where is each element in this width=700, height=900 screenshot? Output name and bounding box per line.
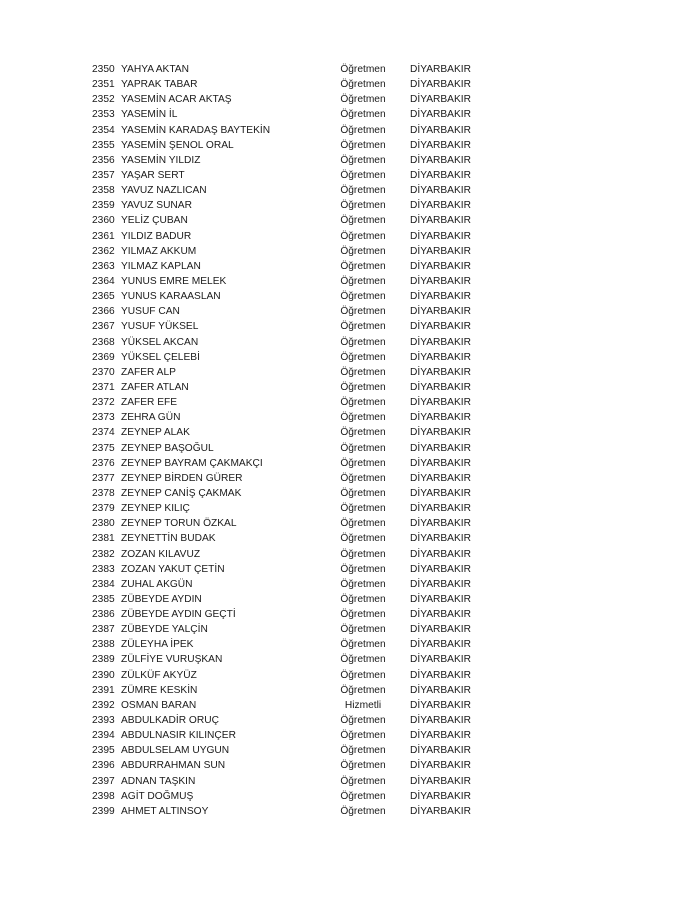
- person-name: ZÜLKÜF AKYÜZ: [121, 669, 197, 681]
- person-city: DİYARBAKIR: [410, 64, 471, 75]
- row-number: 2352: [92, 94, 115, 106]
- list-item: [92, 123, 492, 138]
- list-item: [92, 274, 492, 289]
- row-number: 2384: [92, 578, 115, 590]
- list-item: [92, 153, 492, 168]
- person-name: YAHYA AKTAN: [121, 64, 189, 75]
- list-item: [92, 562, 492, 577]
- person-name: YILMAZ AKKUM: [121, 245, 197, 257]
- row-number: 2366: [92, 306, 115, 318]
- person-name: YUNUS EMRE MELEK: [121, 275, 227, 287]
- person-name: AHMET ALTINSOY: [121, 805, 209, 817]
- person-city: DİYARBAKIR: [410, 563, 471, 575]
- person-name: ZEYNEP BAŞOĞUL: [121, 442, 214, 454]
- person-name: YASEMİN YILDIZ: [121, 154, 201, 166]
- person-city: DİYARBAKIR: [410, 124, 471, 136]
- person-role: Öğretmen: [340, 639, 386, 651]
- list-item: [92, 804, 492, 819]
- person-name: ZEYNETTİN BUDAK: [121, 533, 216, 545]
- person-role: Öğretmen: [340, 518, 386, 530]
- person-city: DİYARBAKIR: [410, 578, 471, 590]
- person-name: AGİT DOĞMUŞ: [121, 790, 194, 802]
- person-name: ABDULSELAM UYGUN: [121, 745, 230, 757]
- row-number: 2398: [92, 790, 115, 802]
- person-name: ZEYNEP CANİŞ ÇAKMAK: [121, 487, 242, 499]
- person-name: ZEHRA GÜN: [121, 412, 181, 424]
- person-city: DİYARBAKIR: [410, 230, 471, 242]
- person-name: ABDULNASIR KILINÇER: [121, 730, 236, 742]
- person-city: DİYARBAKIR: [410, 442, 471, 454]
- person-role: Öğretmen: [340, 609, 386, 621]
- person-role: Öğretmen: [340, 563, 386, 575]
- person-role: Öğretmen: [340, 669, 386, 681]
- person-city: DİYARBAKIR: [410, 321, 471, 333]
- row-number: 2385: [92, 593, 115, 605]
- person-role: Öğretmen: [340, 760, 386, 772]
- list-item: [92, 77, 492, 92]
- row-number: 2350: [92, 64, 115, 75]
- row-number: 2351: [92, 79, 115, 91]
- person-role: Öğretmen: [340, 245, 386, 257]
- person-name: ZOZAN KILAVUZ: [121, 548, 201, 560]
- row-number: 2370: [92, 366, 115, 378]
- row-number: 2391: [92, 684, 115, 696]
- list-item: [92, 698, 492, 713]
- person-name: ZEYNEP TORUN ÖZKAL: [121, 518, 237, 530]
- row-number: 2354: [92, 124, 115, 136]
- person-role: Öğretmen: [340, 109, 386, 121]
- row-number: 2394: [92, 730, 115, 742]
- person-role: Öğretmen: [340, 306, 386, 318]
- person-role: Öğretmen: [340, 715, 386, 727]
- list-item: [92, 107, 492, 122]
- row-number: 2358: [92, 185, 115, 197]
- person-city: DİYARBAKIR: [410, 518, 471, 530]
- person-name: YELİZ ÇUBAN: [121, 215, 188, 227]
- list-item: [92, 637, 492, 652]
- list-item: [92, 456, 492, 471]
- person-city: DİYARBAKIR: [410, 306, 471, 318]
- list-item: [92, 229, 492, 244]
- list-item: [92, 441, 492, 456]
- person-role: Öğretmen: [340, 427, 386, 439]
- person-role: Öğretmen: [340, 381, 386, 393]
- list-item: [92, 789, 492, 804]
- person-role: Öğretmen: [340, 275, 386, 287]
- row-number: 2390: [92, 669, 115, 681]
- list-item: [92, 577, 492, 592]
- list-item: [92, 592, 492, 607]
- person-role: Öğretmen: [340, 624, 386, 636]
- person-name: YÜKSEL AKCAN: [121, 336, 199, 348]
- person-name: YAŞAR SERT: [121, 169, 185, 181]
- person-role: Öğretmen: [340, 366, 386, 378]
- person-name: ZÜBEYDE AYDIN: [121, 593, 202, 605]
- row-number: 2377: [92, 472, 115, 484]
- person-role: Öğretmen: [340, 260, 386, 272]
- row-number: 2355: [92, 139, 115, 151]
- list-item: [92, 607, 492, 622]
- person-city: DİYARBAKIR: [410, 381, 471, 393]
- row-number: 2382: [92, 548, 115, 560]
- list-item: [92, 486, 492, 501]
- person-city: DİYARBAKIR: [410, 775, 471, 787]
- person-city: DİYARBAKIR: [410, 790, 471, 802]
- row-number: 2364: [92, 275, 115, 287]
- person-city: DİYARBAKIR: [410, 215, 471, 227]
- person-city: DİYARBAKIR: [410, 503, 471, 515]
- person-role: Öğretmen: [340, 457, 386, 469]
- list-item: [92, 425, 492, 440]
- person-role: Öğretmen: [340, 230, 386, 242]
- person-city: DİYARBAKIR: [410, 275, 471, 287]
- list-item: [92, 728, 492, 743]
- row-number: 2369: [92, 351, 115, 363]
- person-city: DİYARBAKIR: [410, 366, 471, 378]
- list-item: [92, 304, 492, 319]
- row-number: 2356: [92, 154, 115, 166]
- person-role: Öğretmen: [340, 154, 386, 166]
- list-item: [92, 198, 492, 213]
- personnel-list: [92, 62, 492, 819]
- list-item: [92, 395, 492, 410]
- person-role: Öğretmen: [340, 94, 386, 106]
- person-role: Öğretmen: [340, 291, 386, 303]
- row-number: 2371: [92, 381, 115, 393]
- person-role: Öğretmen: [340, 548, 386, 560]
- person-city: DİYARBAKIR: [410, 154, 471, 166]
- row-number: 2367: [92, 321, 115, 333]
- person-city: DİYARBAKIR: [410, 397, 471, 409]
- row-number: 2363: [92, 260, 115, 272]
- list-item: [92, 683, 492, 698]
- row-number: 2365: [92, 291, 115, 303]
- person-role: Öğretmen: [340, 412, 386, 424]
- person-role: Öğretmen: [340, 351, 386, 363]
- list-item: [92, 244, 492, 259]
- person-name: YASEMİN İL: [121, 109, 178, 121]
- person-city: DİYARBAKIR: [410, 715, 471, 727]
- person-role: Öğretmen: [340, 805, 386, 817]
- list-item: [92, 668, 492, 683]
- person-name: YÜKSEL ÇELEBİ: [121, 351, 200, 363]
- person-name: YASEMİN ŞENOL ORAL: [121, 139, 234, 151]
- list-item: [92, 213, 492, 228]
- row-number: 2386: [92, 609, 115, 621]
- person-city: DİYARBAKIR: [410, 457, 471, 469]
- person-city: DİYARBAKIR: [410, 487, 471, 499]
- person-city: DİYARBAKIR: [410, 79, 471, 91]
- person-city: DİYARBAKIR: [410, 351, 471, 363]
- list-item: [92, 335, 492, 350]
- list-item: [92, 622, 492, 637]
- list-item: [92, 531, 492, 546]
- list-item: [92, 92, 492, 107]
- person-role: Öğretmen: [340, 215, 386, 227]
- person-role: Öğretmen: [340, 200, 386, 212]
- person-city: DİYARBAKIR: [410, 427, 471, 439]
- person-city: DİYARBAKIR: [410, 291, 471, 303]
- row-number: 2362: [92, 245, 115, 257]
- person-name: ZAFER ALP: [121, 366, 176, 378]
- person-city: DİYARBAKIR: [410, 639, 471, 651]
- person-name: ZUHAL AKGÜN: [121, 578, 193, 590]
- list-item: [92, 168, 492, 183]
- person-name: YAVUZ NAZLICAN: [121, 185, 207, 197]
- person-name: YAPRAK TABAR: [121, 79, 198, 91]
- row-number: 2388: [92, 639, 115, 651]
- person-role: Öğretmen: [340, 321, 386, 333]
- person-city: DİYARBAKIR: [410, 412, 471, 424]
- person-name: ZEYNEP BİRDEN GÜRER: [121, 472, 243, 484]
- person-name: YUSUF YÜKSEL: [121, 321, 199, 333]
- list-item: [92, 319, 492, 334]
- person-name: YILMAZ KAPLAN: [121, 260, 201, 272]
- person-role: Öğretmen: [340, 593, 386, 605]
- person-name: YILDIZ BADUR: [121, 230, 192, 242]
- person-name: ZAFER ATLAN: [121, 381, 189, 393]
- person-name: YUSUF CAN: [121, 306, 180, 318]
- person-name: ZEYNEP KILIÇ: [121, 503, 190, 515]
- row-number: 2379: [92, 503, 115, 515]
- person-role: Öğretmen: [340, 79, 386, 91]
- person-city: DİYARBAKIR: [410, 548, 471, 560]
- person-name: ZÜBEYDE AYDIN GEÇTİ: [121, 609, 236, 621]
- person-city: DİYARBAKIR: [410, 109, 471, 121]
- person-name: ZÜBEYDE YALÇİN: [121, 624, 208, 636]
- row-number: 2396: [92, 760, 115, 772]
- row-number: 2361: [92, 230, 115, 242]
- person-name: ZEYNEP BAYRAM ÇAKMAKÇI: [121, 457, 263, 469]
- person-city: DİYARBAKIR: [410, 609, 471, 621]
- row-number: 2357: [92, 169, 115, 181]
- person-city: DİYARBAKIR: [410, 94, 471, 106]
- person-role: Öğretmen: [340, 64, 386, 75]
- person-name: YAVUZ SUNAR: [121, 200, 192, 212]
- person-role: Öğretmen: [340, 533, 386, 545]
- list-item: [92, 501, 492, 516]
- person-city: DİYARBAKIR: [410, 200, 471, 212]
- person-city: DİYARBAKIR: [410, 745, 471, 757]
- person-role: Öğretmen: [340, 578, 386, 590]
- person-city: DİYARBAKIR: [410, 699, 471, 711]
- person-role: Hizmetli: [344, 699, 382, 711]
- person-city: DİYARBAKIR: [410, 624, 471, 636]
- list-item: [92, 410, 492, 425]
- row-number: 2392: [92, 699, 115, 711]
- list-item: [92, 471, 492, 486]
- person-city: DİYARBAKIR: [410, 336, 471, 348]
- person-role: Öğretmen: [340, 654, 386, 666]
- row-number: 2383: [92, 563, 115, 575]
- row-number: 2381: [92, 533, 115, 545]
- person-city: DİYARBAKIR: [410, 760, 471, 772]
- person-name: ZÜMRE KESKİN: [121, 684, 198, 696]
- row-number: 2395: [92, 745, 115, 757]
- person-role: Öğretmen: [340, 487, 386, 499]
- person-role: Öğretmen: [340, 730, 386, 742]
- row-number: 2397: [92, 775, 115, 787]
- list-item: [92, 365, 492, 380]
- person-city: DİYARBAKIR: [410, 139, 471, 151]
- row-number: 2375: [92, 442, 115, 454]
- person-name: ADNAN TAŞKIN: [121, 775, 196, 787]
- row-number: 2373: [92, 412, 115, 424]
- person-role: Öğretmen: [340, 442, 386, 454]
- person-city: DİYARBAKIR: [410, 260, 471, 272]
- list-item: [92, 547, 492, 562]
- list-item: [92, 516, 492, 531]
- list-item: [92, 380, 492, 395]
- person-role: Öğretmen: [340, 775, 386, 787]
- row-number: 2359: [92, 200, 115, 212]
- person-role: Öğretmen: [340, 745, 386, 757]
- person-name: OSMAN BARAN: [121, 699, 197, 711]
- person-city: DİYARBAKIR: [410, 684, 471, 696]
- list-item: [92, 138, 492, 153]
- person-name: YUNUS KARAASLAN: [121, 291, 221, 303]
- list-item: [92, 289, 492, 304]
- person-city: DİYARBAKIR: [410, 185, 471, 197]
- row-number: 2393: [92, 715, 115, 727]
- row-number: 2360: [92, 215, 115, 227]
- row-number: 2380: [92, 518, 115, 530]
- person-name: ABDURRAHMAN SUN: [121, 760, 226, 772]
- person-role: Öğretmen: [340, 139, 386, 151]
- list-item: [92, 713, 492, 728]
- person-name: ZÜLFİYE VURUŞKAN: [121, 654, 223, 666]
- row-number: 2399: [92, 805, 115, 817]
- person-city: DİYARBAKIR: [410, 472, 471, 484]
- row-number: 2387: [92, 624, 115, 636]
- row-number: 2368: [92, 336, 115, 348]
- person-role: Öğretmen: [340, 336, 386, 348]
- person-name: YASEMİN KARADAŞ BAYTEKİN: [121, 124, 271, 136]
- person-name: ABDULKADİR ORUÇ: [121, 715, 219, 727]
- person-city: DİYARBAKIR: [410, 533, 471, 545]
- list-item: [92, 62, 492, 77]
- list-item: [92, 183, 492, 198]
- person-city: DİYARBAKIR: [410, 805, 471, 817]
- person-role: Öğretmen: [340, 397, 386, 409]
- row-number: 2372: [92, 397, 115, 409]
- person-city: DİYARBAKIR: [410, 245, 471, 257]
- person-role: Öğretmen: [340, 472, 386, 484]
- person-role: Öğretmen: [340, 169, 386, 181]
- person-city: DİYARBAKIR: [410, 593, 471, 605]
- list-item: [92, 743, 492, 758]
- person-name: ZEYNEP ALAK: [121, 427, 190, 439]
- row-number: 2378: [92, 487, 115, 499]
- list-item: [92, 758, 492, 773]
- person-name: ZÜLEYHA İPEK: [121, 639, 194, 651]
- person-name: ZOZAN YAKUT ÇETİN: [121, 563, 225, 575]
- person-role: Öğretmen: [340, 684, 386, 696]
- person-role: Öğretmen: [340, 503, 386, 515]
- list-item: [92, 259, 492, 274]
- person-role: Öğretmen: [340, 185, 386, 197]
- person-name: YASEMİN ACAR AKTAŞ: [121, 94, 232, 106]
- person-name: ZAFER EFE: [121, 397, 178, 409]
- person-role: Öğretmen: [340, 124, 386, 136]
- list-item: [92, 652, 492, 667]
- row-number: 2374: [92, 427, 115, 439]
- row-number: 2353: [92, 109, 115, 121]
- row-number: 2376: [92, 457, 115, 469]
- person-city: DİYARBAKIR: [410, 669, 471, 681]
- person-city: DİYARBAKIR: [410, 730, 471, 742]
- list-item: [92, 350, 492, 365]
- person-city: DİYARBAKIR: [410, 169, 471, 181]
- person-city: DİYARBAKIR: [410, 654, 471, 666]
- list-item: [92, 774, 492, 789]
- person-role: Öğretmen: [340, 790, 386, 802]
- row-number: 2389: [92, 654, 115, 666]
